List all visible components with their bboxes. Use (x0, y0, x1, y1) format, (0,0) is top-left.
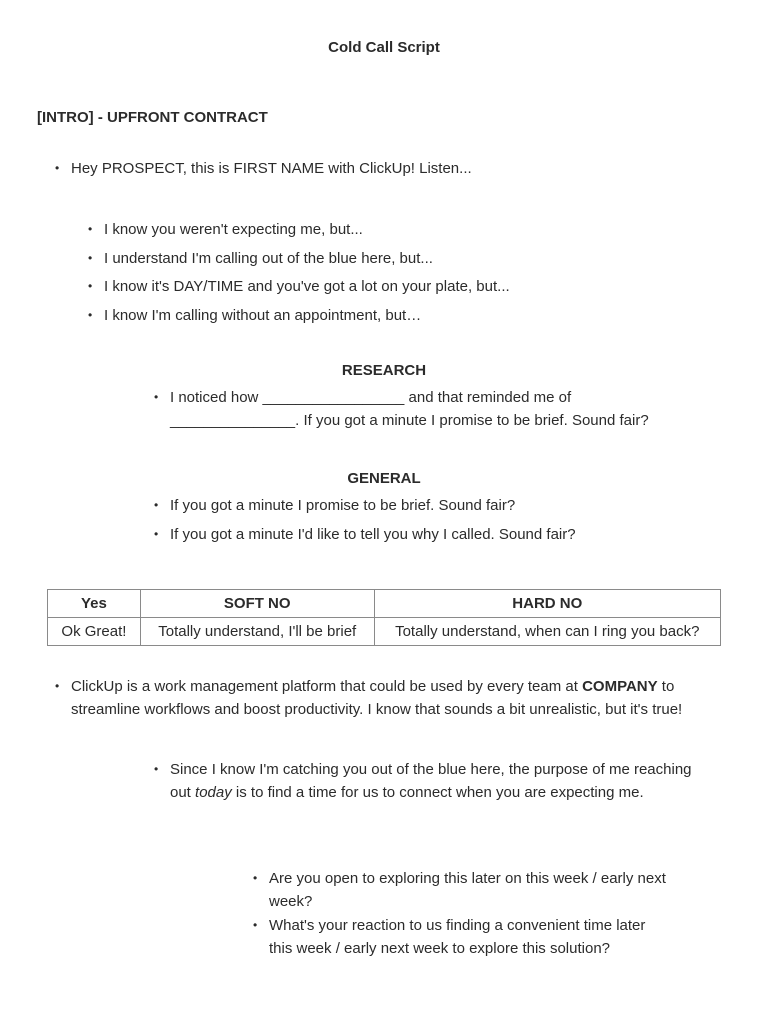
list-item (170, 758, 700, 804)
pitch-list (71, 675, 701, 721)
list-item: • I understand I'm calling out of the blue here, but... (104, 247, 744, 276)
general-heading: GENERAL (347, 470, 421, 487)
list-item: • If you got a minute I promise to be brief. Sound fair? (170, 494, 730, 523)
list-item: • If you got a minute I'd like to tell you why I called. Sound fair? (170, 523, 730, 552)
table-header-hard-no: HARD NO (374, 590, 720, 618)
acknowledgement-list (104, 218, 744, 332)
list-item: • Are you open to exploring this later on this week / early next week? (269, 867, 669, 913)
research-heading: RESEARCH (341, 362, 427, 379)
pitch-company-placeholder: COMPANY (582, 678, 658, 695)
list-item: • I know I'm calling without an appointment, but… (104, 304, 744, 333)
table-row (48, 618, 721, 646)
purpose-emphasis: today (195, 784, 232, 801)
intro-list (71, 157, 751, 180)
pitch-text-start: ClickUp is a work management platform that could be used by every team at (71, 678, 583, 695)
list-item: • What's your reaction to us finding a convenient time later this week / early next week to explore this solution? (269, 914, 669, 960)
list-item: • Hey PROSPECT, this is FIRST NAME with ClickUp! Listen... (71, 157, 751, 180)
document-title: Cold Call Script (328, 39, 440, 56)
list-item: • I know you weren't expecting me, but... (104, 218, 744, 247)
question-list (269, 867, 669, 961)
list-item: • I noticed how _________________ and that reminded me of _______________. If you got a minute I promise to be brief. Sound fair? (170, 386, 670, 432)
response-table (47, 589, 721, 646)
list-item: • I know it's DAY/TIME and you've got a lot on your plate, but... (104, 275, 744, 304)
table-header-yes: Yes (48, 590, 141, 618)
general-list (170, 494, 730, 552)
intro-heading: [INTRO] - UPFRONT CONTRACT (37, 109, 268, 126)
research-list (170, 386, 670, 432)
table-cell-hard-no: Totally understand, when can I ring you back? (374, 618, 720, 646)
table-header-soft-no: SOFT NO (140, 590, 374, 618)
purpose-list (170, 758, 700, 804)
table-cell-yes: Ok Great! (48, 618, 141, 646)
pitch-text-end: to streamline workflows and boost productivity. I know that sounds a bit unrealistic, but it's true! (71, 678, 683, 718)
table-cell-soft-no: Totally understand, I'll be brief (140, 618, 374, 646)
purpose-text-end: is to find a time for us to connect when you are expecting me. (231, 784, 644, 801)
list-item (71, 675, 701, 721)
table-header-row (48, 590, 721, 618)
purpose-text-start: Since I know I'm catching you out of the blue here, the purpose of me reaching out (170, 761, 692, 801)
